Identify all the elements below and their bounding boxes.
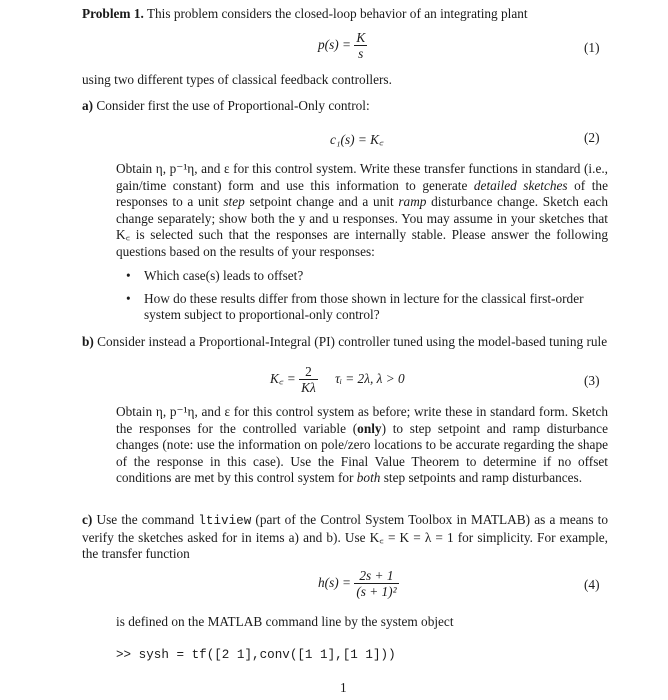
problem-after-eq1: using two different types of classical feedback controllers. <box>82 72 392 87</box>
problem-label: Problem 1. <box>82 6 144 21</box>
equation-3-number: (3) <box>584 373 600 388</box>
part-a-paragraph <box>116 161 608 261</box>
equation-4-numerator: 2s + 1 <box>354 568 398 584</box>
part-a-intro-text: Consider first the use of Proportional-Only control: <box>96 98 370 113</box>
part-a-bullet-2-text: How do these results differ from those shown in lecture for the classical first-order system subject to proportional-only control? <box>144 290 584 323</box>
equation-3-numerator: 2 <box>299 364 318 380</box>
matlab-code-line: >> sysh = tf([2 1],conv([1 1],[1 1])) <box>116 648 396 662</box>
bullet-icon: • <box>126 290 131 306</box>
part-a-emphasis-2: step <box>223 194 245 210</box>
part-c-text-2: (part of the Control System Toolbox in MATLAB) as a means to verify the sketches asked for in items a) and b). Use K꜀ = K = λ = 1 for simplicity. For example, the transfer function <box>82 512 609 562</box>
equation-1 <box>318 30 367 62</box>
part-a-text-2: of the responses to a unit <box>116 177 608 210</box>
part-b-bold-1: only <box>357 420 382 436</box>
part-b-text-1: Obtain η, p⁻¹η, and ε for this control system as before; write these in standard form. Sketch the responses for the controlled variable ( <box>116 404 608 436</box>
part-a-bullet-1 <box>116 268 612 285</box>
equation-4-fraction <box>354 568 398 600</box>
problem-intro <box>82 6 622 23</box>
equation-1-fraction <box>354 30 367 62</box>
part-b-label: b) <box>82 334 94 349</box>
problem-intro-text: This problem considers the closed-loop behavior of an integrating plant <box>146 6 528 21</box>
part-a-bullet-list <box>116 268 612 330</box>
part-b-text-2: ) to step setpoint and ramp disturbance changes (note: use the information on pole/zero locations to be accurate regarding the shape of the response in this case). Use the Final Value Theorem to determine if no offset conditions are met by this control system for <box>116 420 608 486</box>
part-a-emphasis-1: detailed sketches <box>473 177 568 193</box>
equation-4-lhs: h(s) = <box>318 574 351 590</box>
part-a-intro <box>82 98 622 115</box>
equation-1-number: (1) <box>584 40 600 55</box>
equation-2-number: (2) <box>584 130 600 145</box>
equation-4-denominator: (s + 1)² <box>356 584 397 600</box>
equation-1-denominator: s <box>358 46 364 62</box>
equation-2-body: c₁(s) = K꜀ <box>330 132 384 147</box>
equation-1-numerator: K <box>356 30 366 45</box>
part-c-paragraph <box>82 512 608 563</box>
equation-2 <box>330 130 384 148</box>
bullet-icon: • <box>126 268 131 283</box>
part-a-label: a) <box>82 98 94 113</box>
part-a-text-1: Obtain η, p⁻¹η, and ε for this control system. Write these transfer functions in standard (i.e., gain/time constant) form and use this information to generate <box>116 161 608 193</box>
equation-4 <box>318 568 399 600</box>
part-c-command: ltiview <box>198 514 252 528</box>
part-b-intro-text: Consider instead a Proportional-Integral (PI) controller tuned using the model-based tuning rule <box>97 334 608 349</box>
part-b-intro <box>82 334 622 351</box>
equation-3-fraction <box>299 364 318 396</box>
part-a-bullet-1-text: Which case(s) leads to offset? <box>144 268 304 283</box>
equation-3-lhs: K꜀ = <box>270 370 296 386</box>
equation-3 <box>270 364 405 396</box>
part-a-emphasis-3: ramp <box>398 194 427 210</box>
part-a-text-3: setpoint change and a unit <box>244 194 399 210</box>
page-number: 1 <box>340 680 347 695</box>
part-c-after-eq4: is defined on the MATLAB command line by the system object <box>116 614 454 629</box>
part-b-paragraph <box>116 404 608 487</box>
part-c-text-1: Use the command <box>96 512 199 527</box>
equation-4-number: (4) <box>584 577 600 592</box>
part-a-bullet-2 <box>116 291 612 324</box>
equation-1-lhs: p(s) = <box>318 36 351 52</box>
part-a-text-4: disturbance change. Sketch each change separately; show both the y and u responses. You may assume in your sketches that K꜀ is selected such that the responses are internally stable. Please answer the following questions based on the results of your responses: <box>116 194 608 259</box>
part-c-label: c) <box>82 512 93 527</box>
part-b-text-3: step setpoints and ramp disturbances. <box>380 470 583 486</box>
equation-3-rest: τᵢ = 2λ, λ > 0 <box>335 370 405 386</box>
equation-3-denominator: Kλ <box>301 380 316 396</box>
part-b-emphasis-1: both <box>356 470 381 486</box>
